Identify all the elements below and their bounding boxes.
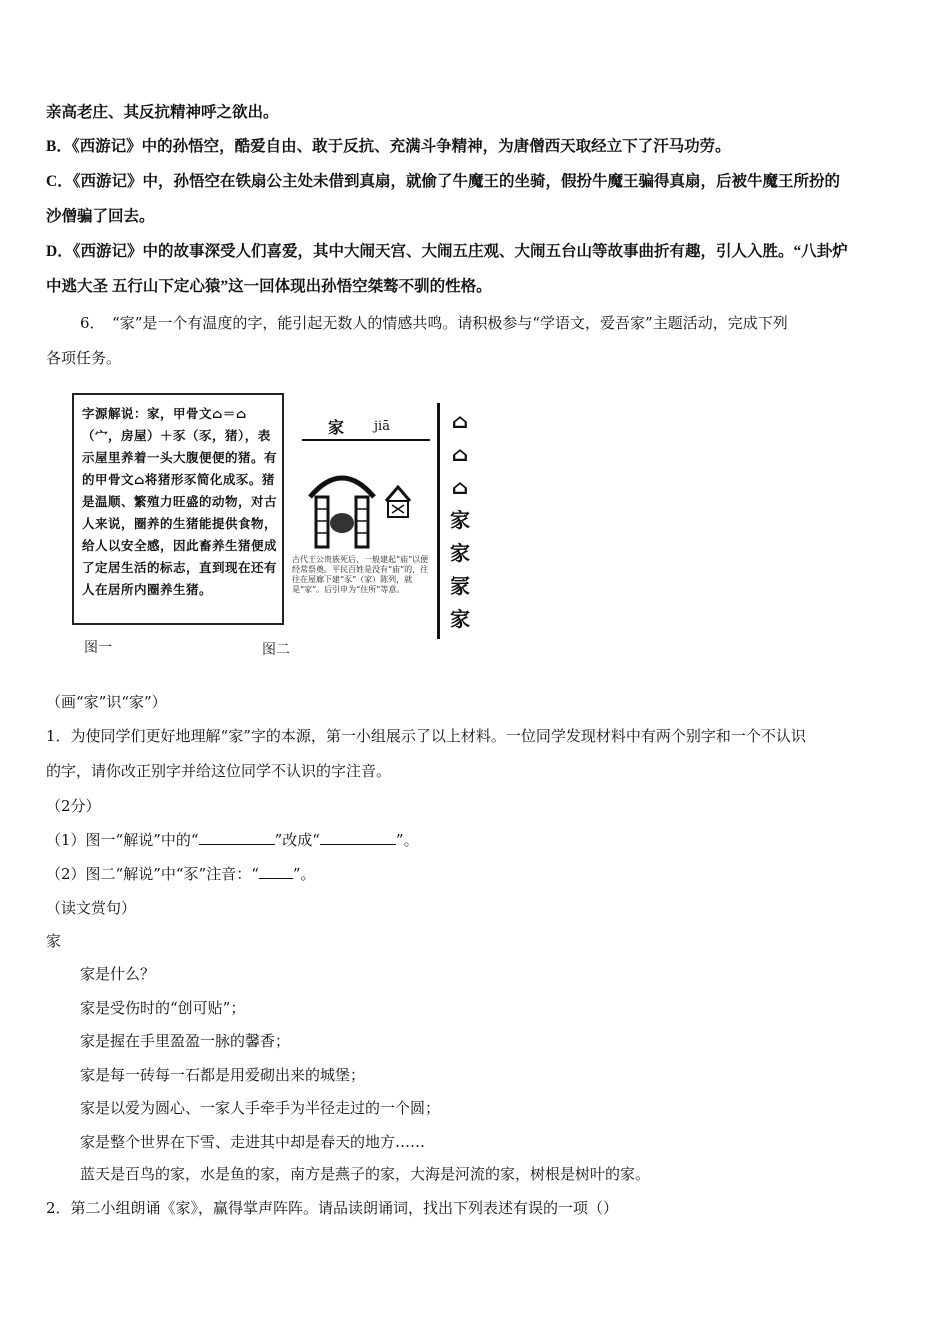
question-1-score: （2分）	[46, 797, 101, 815]
poem-line-1: 家是什么？	[80, 965, 156, 983]
sub2-suffix: ”。	[292, 865, 316, 883]
answer-blank-1[interactable]	[199, 830, 275, 845]
section-heading-2: （读文赏句）	[46, 899, 137, 917]
poem-line-2: 家是受伤时的“创可贴”；	[80, 999, 246, 1017]
figure-one-text: 字源解说：家，甲骨文⌂＝⌂（宀，房屋）＋豕（豕，猪），表示屋里养着一头大腹便便的猪。有的甲骨文⌂将猪形豕简化成豕。猪是温顺、繁殖力旺盛的动物，对古人来说，圈养的生猪能提供食物，给人以安全感，因此畜养生猪便成了定居生活的标志，直到现在还有人在居所内圈养生猪。	[82, 406, 278, 597]
evo-char-2: ⌂	[451, 442, 469, 466]
poem-line-3: 家是握在手里盈盈一脉的馨香；	[80, 1032, 291, 1050]
answer-blank-2[interactable]	[320, 830, 396, 845]
option-b: B．《西游记》中的孙悟空，酷爱自由、敢于反抗、充满斗争精神，为唐僧西天取经立下了汗马功劳。	[46, 138, 731, 155]
evo-char-5: 家	[450, 541, 470, 565]
question-2: 2．第二小组朗诵《家》，赢得掌声阵阵。请品读朗诵词，找出下列表述有误的一项（）	[46, 1199, 619, 1217]
option-a-tail: 亲高老庄、其反抗精神呼之欲出。	[46, 104, 279, 121]
sub1-prefix: （1）图一“解说”中的“	[46, 831, 199, 849]
sub-question-1	[46, 829, 906, 851]
figure-block	[62, 375, 532, 660]
evo-char-7: 家	[450, 607, 470, 631]
question-1-cont: 的字，请你改正别字并给这位同学不认识的字注音。	[46, 762, 392, 780]
sub-question-2	[46, 863, 906, 885]
evo-char-6: 冡	[450, 574, 470, 598]
section-heading-1: （画“家”识“家”）	[46, 693, 167, 711]
question-6: 6． “家”是一个有温度的字，能引起无数人的情感共鸣。请积极参与“学语文，爱吾家”主题活动，完成下列	[80, 314, 788, 332]
sub1-middle: ”改成“	[274, 831, 320, 849]
character-evolution	[445, 405, 475, 636]
figure-two-title: 家	[328, 418, 345, 437]
poem-line-6: 家是整个世界在下雪、走进其中却是春天的地方……	[80, 1133, 426, 1151]
question-6-cont: 各项任务。	[46, 349, 122, 367]
figure-two-caption: 图二	[262, 642, 290, 658]
option-d: D．《西游记》中的故事深受人们喜爱，其中大闹天宫、大闹五庄观、大闹五台山等故事曲折有趣，引人入胜。“八卦炉	[46, 243, 848, 260]
evo-char-3: ⌂	[451, 475, 469, 499]
poem-line-5: 家是以爱为圆心、一家人手牵手为半径走过的一个圆；	[80, 1099, 441, 1117]
figure-two-pinyin: jiā	[374, 419, 390, 434]
house-pig-illustration	[306, 457, 426, 553]
poem-line-4: 家是每一砖每一石都是用爱砌出来的城堡；	[80, 1066, 366, 1084]
sub2-prefix: （2）图二“解说”中“豕”注音：“	[46, 865, 259, 883]
figure-two-title-rule	[302, 439, 430, 441]
question-1: 1．为使同学们更好地理解“家”字的本源，第一小组展示了以上材料。一位同学发现材料中有两个别字和一个不认识	[46, 727, 806, 745]
poem-title: 家	[46, 932, 62, 950]
sub1-suffix: ”。	[395, 831, 419, 849]
poem-line-7: 蓝天是百鸟的家，水是鱼的家，南方是燕子的家，大海是河流的家，树根是树叶的家。	[80, 1165, 651, 1183]
evo-char-4: 家	[450, 508, 470, 532]
option-d-cont: 中逃大圣 五行山下定心猿”这一回体现出孙悟空桀骜不驯的性格。	[46, 278, 492, 295]
figure-divider	[437, 403, 440, 639]
figure-two-explanation: 古代王公贵族死后，一般建起“庙”以便经常祭奠。平民百姓是没有“庙”的，往往在屋廊下建“豕”（家）陈列，就是“家”。后引申为“住所”等意。	[292, 555, 429, 594]
answer-blank-3[interactable]	[259, 864, 293, 879]
figure-one-caption: 图一	[84, 640, 112, 656]
option-c: C．《西游记》中，孙悟空在铁扇公主处未借到真扇，就偷了牛魔王的坐骑，假扮牛魔王骗得真扇，后被牛魔王所扮的	[46, 173, 840, 190]
evo-char-1: ⌂	[451, 409, 469, 433]
figure-one-box	[72, 393, 284, 625]
option-c-cont: 沙僧骗了回去。	[46, 208, 155, 225]
